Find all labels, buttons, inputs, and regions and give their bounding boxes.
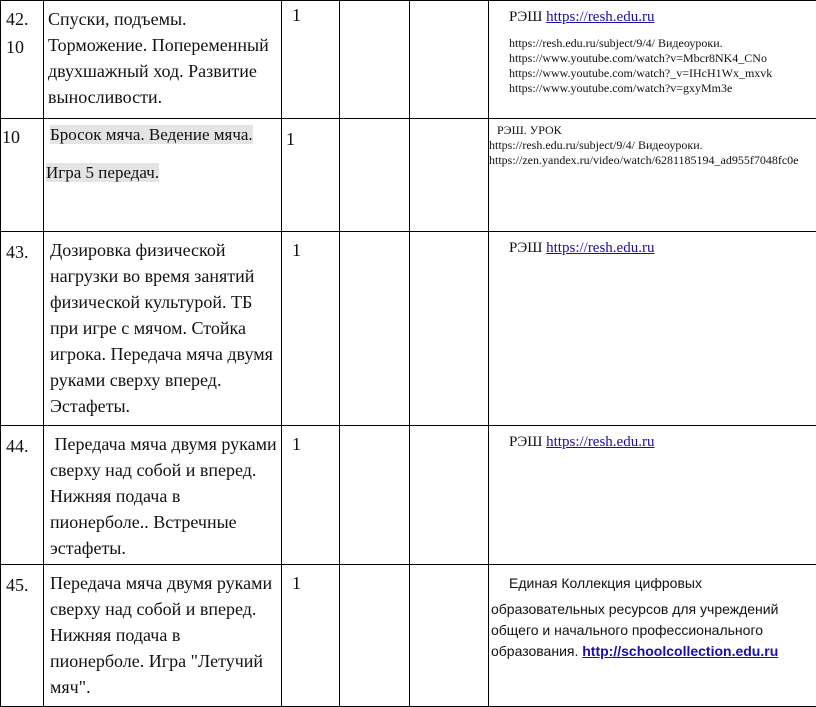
lesson-topic: Игра 5 передач.: [46, 163, 159, 182]
lesson-number-cell: [1, 119, 44, 232]
lesson-topic-cell: [44, 232, 282, 426]
table-row: [1, 565, 816, 707]
table-row: [1, 232, 816, 426]
resource-url[interactable]: https://resh.edu.ru/subject/9/4/ Видеоуроки.: [489, 36, 816, 51]
lesson-number: 44.: [1, 426, 43, 460]
lesson-number-cell: [1, 232, 44, 426]
empty-cell: [340, 232, 410, 426]
lesson-topic-cell: [44, 565, 282, 707]
table-row: [1, 1, 816, 119]
empty-cell: [340, 1, 410, 119]
empty-cell: [410, 426, 489, 565]
table-row: [1, 426, 816, 565]
hours-cell: [282, 119, 340, 232]
resource-url[interactable]: https://www.youtube.com/watch?v=gxyMm3e: [489, 81, 816, 96]
resource-url[interactable]: https://www.youtube.com/watch?_v=IHcH1Wx_mxvk: [489, 66, 816, 81]
lesson-number-cell: [1, 1, 44, 119]
resources-cell: [489, 1, 816, 119]
lesson-number: 45.: [1, 565, 43, 599]
lesson-number: 42.: [6, 5, 43, 33]
resource-prefix: РЭШ: [509, 434, 546, 450]
empty-cell: [410, 565, 489, 707]
empty-cell: [340, 565, 410, 707]
hours-cell: [282, 426, 340, 565]
lesson-topic: Бросок мяча. Ведение мяча.: [50, 125, 253, 144]
empty-cell: [340, 119, 410, 232]
resource-description: образовательных ресурсов для учреждений общего и начального профессионального образования.: [491, 601, 778, 659]
lesson-number-sub: 10: [6, 33, 43, 61]
table-row: [1, 119, 816, 232]
empty-cell: [410, 1, 489, 119]
lesson-number: 43.: [1, 232, 43, 266]
lesson-topic-cell: [44, 119, 282, 232]
resource-heading: РЭШ. УРОК: [489, 123, 816, 138]
hours-value: 1: [282, 119, 339, 150]
resources-cell: [489, 426, 816, 565]
resources-cell: [489, 232, 816, 426]
lesson-topic: Дозировка физической нагрузки во время занятий физической культурой. ТБ при игре с мячом. Стойка игрока. Передача мяча двумя руками сверху вперед. Эстафеты.: [44, 232, 281, 419]
lesson-number-cell: [1, 426, 44, 565]
resource-prefix: РЭШ: [509, 240, 546, 256]
resh-link[interactable]: https://resh.edu.ru: [546, 434, 654, 450]
resources-cell: [489, 565, 816, 707]
lesson-topic-cell: [44, 1, 282, 119]
resh-link[interactable]: https://resh.edu.ru: [546, 240, 654, 256]
resource-url[interactable]: https://www.youtube.com/watch?v=Mbcr8NK4_CNo: [489, 51, 816, 66]
resh-link[interactable]: https://resh.edu.ru: [546, 9, 654, 25]
empty-cell: [410, 119, 489, 232]
lesson-number-cell: [1, 565, 44, 707]
resource-prefix: РЭШ: [509, 9, 546, 25]
empty-cell: [410, 232, 489, 426]
hours-cell: [282, 232, 340, 426]
resources-cell: [489, 119, 816, 232]
hours-value: 1: [282, 232, 339, 261]
resource-url[interactable]: https://resh.edu.ru/subject/9/4/ Видеоуроки.: [489, 138, 816, 153]
hours-value: 1: [282, 1, 339, 26]
hours-value: 1: [282, 565, 339, 594]
empty-cell: [340, 426, 410, 565]
hours-cell: [282, 1, 340, 119]
lesson-number: 10: [1, 119, 43, 151]
school-collection-link[interactable]: http://schoolcollection.edu.ru: [582, 643, 778, 659]
resource-url[interactable]: https://zen.yandex.ru/video/watch/6281185194_ad955f7048fc0e: [489, 153, 816, 168]
lesson-topic: Спуски, подъемы. Торможение. Попеременный двухшажный ход. Развитие выносливости.: [44, 1, 281, 110]
lesson-topic: Передача мяча двумя руками сверху над собой и вперед. Нижняя подача в пионерболе.. Встречные эстафеты.: [44, 426, 281, 561]
lesson-topic-cell: [44, 426, 282, 565]
hours-value: 1: [282, 426, 339, 455]
hours-cell: [282, 565, 340, 707]
resource-heading: Единая Коллекция цифровых: [489, 575, 816, 591]
lesson-topic: Передача мяча двумя руками сверху над собой и вперед. Нижняя подача в пионерболе. Игра "Летучий мяч".: [44, 565, 281, 700]
